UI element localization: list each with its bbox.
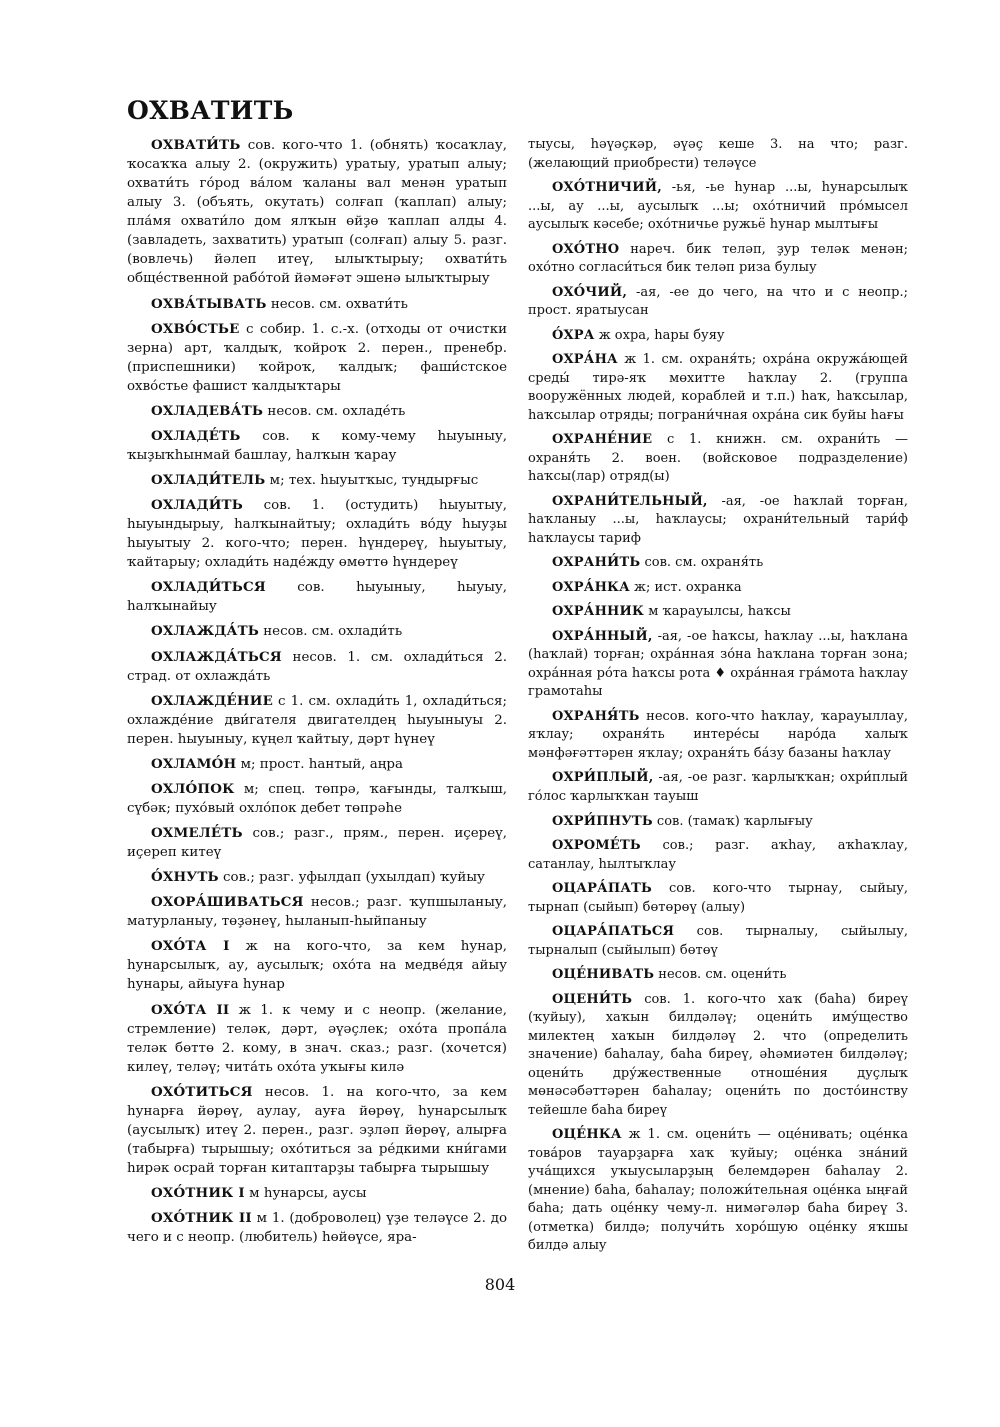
entry-definition: несов. см. охладе́ть	[263, 403, 406, 419]
headword: ОХО́ЧИЙ,	[552, 284, 628, 300]
headword: ОХО́ТА I	[151, 938, 230, 955]
dictionary-entry	[528, 327, 908, 346]
dictionary-entry	[528, 579, 908, 598]
entry-definition: м 1. (доброволец) үҙе теләүсе 2. до чего и с неопр. (любитель) һөйөүсе, яра-	[127, 1211, 508, 1246]
dictionary-entry	[528, 813, 908, 832]
entry-definition: м; тех. һыуытҡыс, туңдырғыс	[265, 473, 479, 488]
dictionary-entry	[127, 1209, 507, 1247]
dictionary-entry	[528, 966, 908, 985]
entry-definition: сов. һыуыныу, һыуыу, һалҡынайыу	[127, 580, 507, 615]
page-header: ОХВАТИТЬ	[127, 96, 294, 125]
entry-definition: -ья, -ье һунар ...ы, һунарсылыҡ ...ы, ау ...ы, аусылыҡ ...ы; охо́тничий про́мысел аусылыҡ кәсебе; охо́тничье ружьё һунар мылтығы	[528, 180, 908, 233]
headword: ОХО́ТНО	[552, 241, 620, 257]
headword: ОХЛАДЕВА́ТЬ	[151, 402, 264, 419]
dictionary-entry	[127, 755, 507, 774]
dictionary-entry	[127, 496, 507, 572]
entry-definition: с 1. см. охлади́ть 1, охлади́ться; охлажде́ние дви́гателя двигателдең һыуыныуы 2. перен. һыуыныу, күңел ҡайтыу, дәрт һүнеү	[127, 693, 507, 747]
entry-definition: сов. 1. (остудить) һыуытыу, һыуындырыу, һалҡынайтыу; охлади́ть во́ду һыуҙы һыуытыу 2. кого-что; перен. һүндереү, һыуытыу, ҡайтарыу; охлади́ть наде́жду өмөттө һүндереү	[127, 498, 507, 571]
headword: О́ХРА	[552, 327, 595, 343]
entry-definition: сов.; разг., прям., перен. иҫереү, иҫереп китеү	[127, 826, 507, 861]
dictionary-entry	[528, 708, 908, 764]
headword: ОЦАРА́ПАТЬСЯ	[552, 924, 675, 940]
headword: ОЦАРА́ПАТЬ	[552, 881, 652, 897]
headword: ОХВАТИ́ТЬ	[151, 137, 241, 153]
dictionary-entry	[127, 295, 507, 314]
entry-definition: сов.; разг. уфылдап (ухылдап) ҡуйыу	[218, 870, 485, 886]
entry-definition: сов. кого-что тырнау, сыйыу, тырнап (сыйып) бөтөрөү (алыу)	[528, 881, 908, 915]
left-column	[127, 136, 507, 1253]
entry-definition: ж 1. см. оцени́ть — оце́нивать; оце́нка това́ров тауарҙарға хаҡ ҡуйыу; оце́нка зна́ний уча́щихся уҡыусыларҙың белемдәрен баһалау 2. (мнение) баһа, баһалау; положи́тельная оце́нка ыңғай баһа; дать оце́нку чему-л. нимәгәләр баһа биреү 3. (отметка) билдә; получи́ть хоро́шую оце́нку яҡшы билдә алыу	[528, 1127, 908, 1254]
dictionary-entry	[127, 937, 507, 994]
dictionary-entry	[528, 493, 908, 549]
entry-definition: сов. (тамаҡ) ҡарлығыу	[652, 813, 813, 829]
dictionary-entry	[528, 179, 908, 235]
headword: ОХРАНИ́ТЬ	[552, 555, 641, 571]
headword: ОЦЕНИ́ТЬ	[552, 991, 633, 1007]
entry-definition: несов. см. оцени́ть	[654, 967, 787, 983]
dictionary-entry	[127, 471, 507, 490]
dictionary-entry	[127, 1184, 507, 1203]
entry-definition: м; прост. һантый, аңра	[236, 756, 403, 772]
headword: ОХО́ТИТЬСЯ	[151, 1083, 253, 1100]
headword: ОХРИ́ПНУТЬ	[552, 813, 653, 829]
headword: ОХМЕЛЕ́ТЬ	[151, 825, 243, 841]
headword: ОХО́ТНИЧИЙ,	[552, 180, 662, 196]
entry-definition: нареч. бик теләп, ҙур теләк менән; охо́тно согласи́ться бик теләп риза булыу	[528, 241, 908, 276]
dictionary-entry	[127, 320, 507, 396]
dictionary-entry	[127, 1083, 507, 1178]
entry-definition: сов. 1. кого-что хаҡ (баһа) биреү (ҡуйыу), хаҡын билдәләү; оцени́ть иму́щество милектең хаҡын билдәләү 2. что (определить значение) баһалау, баһа биреү, әһәмиәтен билдәләү; оцени́ть дру́жественные отноше́ния дуҫлыҡ мөнәсәбәттәрен баһалау; оцени́ть по досто́инству тейешле баһа биреү	[528, 991, 908, 1118]
headword: ОХРА́НКА	[552, 579, 630, 595]
headword: ОХЛАДЕ́ТЬ	[151, 427, 241, 444]
entry-definition: несов.; разг. ҡупшыланыу, матурланыу, төҙәнеү, һыланып-һыйпаныу	[127, 895, 507, 930]
headword: ОХВО́СТЬЕ	[151, 320, 240, 337]
headword: ОХРА́ННИК	[552, 604, 645, 620]
dictionary-entry	[528, 351, 908, 425]
dictionary-entry	[528, 603, 908, 622]
headword: ОХЛО́ПОК	[151, 780, 235, 797]
dictionary-entry	[528, 628, 908, 702]
entry-definition: несов. кого-что һаҡлау, ҡарауыллау, яҡлау; охраня́ть интере́сы наро́да халыҡ мәнфәғәттәрен яҡлау; охраня́ть ба́зу базаны һаҡлау	[528, 708, 908, 761]
headword: ОХРИ́ПЛЫЙ,	[552, 770, 654, 786]
entry-definition: сов.; разг. аҡһау, аҡһаҡлау, сатанлау, һылтыҡлау	[528, 838, 908, 872]
dictionary-entry	[127, 136, 507, 289]
entry-definition: несов. 1. на кого-что, за кем һунарға йөрөү, аулау, ауға йөрөү, һунарсылыҡ (аусылыҡ) итеү 2. перен., разг. эҙләп йөрөү, алырға (табырға) тырышыу; охо́титься за ре́дкими кни́гами һирәк осрай торған китаптарҙы табырға тырышыу	[127, 1084, 507, 1176]
dictionary-entry	[127, 780, 507, 818]
entry-definition: несов. 1. см. охлади́ться 2. страд. от охлажда́ть	[127, 649, 507, 684]
entry-definition: сов. тырналыу, сыйылыу, тырналып (сыйылып) бөтөү	[528, 924, 908, 958]
headword: ОХРОМЕ́ТЬ	[552, 838, 641, 854]
dictionary-entry	[127, 824, 507, 862]
headword: ОЦЕ́НКА	[552, 1127, 622, 1143]
entry-definition: с 1. книжн. см. охрани́ть — охраня́ть 2. воен. (войсковое подразделение) һаҡсы(лар) отряд(ы)	[528, 432, 908, 485]
dictionary-entry	[528, 284, 908, 321]
entry-definition: сов. к кому-чему һыуыныу, ҡыҙыҡһынмай башлау, һалҡын ҡарау	[127, 428, 507, 463]
dictionary-entry	[127, 868, 507, 887]
right-column	[528, 136, 908, 1262]
entry-definition: тыусы, һәүәҫкәр, әүәҫ кеше 3. на что; разг. (желающий приобрести) теләүсе	[528, 137, 908, 171]
dictionary-entry	[127, 893, 507, 931]
headword: ОХЛАДИ́ТЕЛЬ	[151, 472, 266, 488]
dictionary-entry	[528, 554, 908, 573]
headword: О́ХНУТЬ	[151, 869, 219, 886]
dictionary-entry	[528, 241, 908, 278]
dictionary-entry	[528, 1126, 908, 1256]
headword: ОХО́ТА II	[151, 1001, 230, 1018]
dictionary-entry	[528, 923, 908, 960]
dictionary-entry	[528, 880, 908, 917]
dictionary-entry	[127, 648, 507, 686]
dictionary-entry	[127, 427, 507, 465]
dictionary-entry	[127, 622, 507, 641]
entry-definition: ж охра, һары буяу	[594, 327, 725, 343]
headword: ОХРАНЯ́ТЬ	[552, 708, 640, 724]
entry-definition: сов. кого-что 1. (обнять) ҡосаҡлау, ҡосаҡҡа алыу 2. (окружить) уратыу, уратып алыу; охвати́ть го́род ва́лом ҡаланы вал менән уратып алыу 3. (объять, окутать) солғап (ҡаплап) алыу; пла́мя охвати́ло дом ялҡын өйҙө ҡаплап алды 4. (завладеть, захватить) уратып (солғап) алыу 5. разг. (вовлечь) йәлеп итеү, ылыҡтырыу; охвати́ть обще́ственной рабо́той йәмәғәт эшенә ылыҡтырыу	[127, 138, 507, 287]
entry-definition: сов. см. охраня́ть	[640, 555, 764, 571]
dictionary-entry	[127, 1001, 507, 1077]
headword: ОХЛАЖДА́ТЬ	[151, 623, 259, 640]
entry-definition: -ая, -ое разг. ҡарлыҡҡан; охри́плый го́лос ҡарлыҡҡан тауыш	[528, 770, 908, 804]
entry-definition: ж на кого-что, за кем һунар, һунарсылыҡ, ау, аусылыҡ; охо́та на медве́дя айыу һунары, айыуға һунар	[127, 939, 507, 993]
entry-definition: с собир. 1. с.-х. (отходы от очистки зерна) арт, ҡалдыҡ, ҡойроҡ 2. перен., пренебр. (приспешники) ҡойроҡ, ҡалдыҡ; фаши́стское охво́стье фашист ҡалдыҡтары	[127, 321, 507, 394]
headword: ОХРА́ННЫЙ,	[552, 628, 653, 644]
headword: ОХЛАЖДЕ́НИЕ	[151, 692, 273, 709]
dictionary-entry	[127, 692, 507, 749]
dictionary-entry	[528, 991, 908, 1121]
dictionary-entry	[528, 769, 908, 806]
headword: ОХЛАЖДА́ТЬСЯ	[151, 648, 282, 665]
headword: ОХРАНЕ́НИЕ	[552, 432, 653, 448]
headword: ОХРА́НА	[552, 352, 618, 368]
page-number: 804	[484, 1275, 516, 1294]
entry-definition: ж; ист. охранка	[629, 579, 742, 595]
entry-definition: несов. см. охлади́ть	[259, 624, 403, 640]
entry-definition: -ая, -ое һаҡлай торған, һаҡланыу ...ы, һаҡлаусы; охрани́тельный тари́ф һаҡлаусы тариф	[528, 493, 908, 546]
entry-definition: м ҡарауылсы, һаҡсы	[644, 604, 791, 620]
entry-definition: -ая, -ое һаҡсы, һаҡлау ...ы, һаҡлана (һаҡлай) торған; охра́нная зо́на һаҡлана торған зона; охра́нная ро́та һаҡсы рота ♦ охра́нная гра́мота һаҡлау грамотаһы	[528, 628, 908, 700]
dictionary-entry	[528, 837, 908, 874]
headword: ОХО́ТНИК I	[151, 1185, 245, 1202]
entry-definition: ж 1. к чему и с неопр. (желание, стремление) теләк, дәрт, әүәҫлек; охо́та пропа́ла теләк бөттө 2. кому, в знач. сказ.; разг. (хочется) килеү, теләү; чита́ть охо́та уҡығы килә	[127, 1002, 507, 1075]
entry-definition: м һунарсы, аусы	[244, 1186, 367, 1202]
entry-definition: м; спец. төпрә, ҡағынды, талҡыш, сүбәк; пухо́вый охло́пок дебет төпрәһе	[127, 781, 507, 816]
headword: ОЦЕ́НИВАТЬ	[552, 967, 655, 983]
dictionary-entry	[528, 136, 908, 173]
dictionary-entry	[127, 402, 507, 421]
headword: ОХРАНИ́ТЕЛЬНЫЙ,	[552, 493, 708, 509]
dictionary-entry	[127, 578, 507, 616]
dictionary-entry	[528, 431, 908, 487]
headword: ОХЛАМО́Н	[151, 755, 237, 772]
entry-definition: несов. см. охвати́ть	[266, 296, 408, 312]
entry-definition: ж 1. см. охраня́ть; охра́на окружа́ющей среды́ тирә-яҡ мөхитте һаҡлау 2. (группа вооружённых людей, кораблей и т.п.) һаҡ, һаҡсылар, һаҡсылар отряды; пограни́чная охра́на сик буйы һағы	[528, 352, 908, 423]
headword: ОХВА́ТЫВАТЬ	[151, 295, 267, 312]
headword: ОХОРА́ШИВАТЬСЯ	[151, 894, 304, 911]
headword: ОХО́ТНИК II	[151, 1210, 252, 1227]
entry-definition: -ая, -ее до чего, на что и с неопр.; прост. яратыусан	[528, 284, 908, 319]
headword: ОХЛАДИ́ТЬСЯ	[151, 579, 266, 596]
headword: ОХЛАДИ́ТЬ	[151, 497, 243, 514]
